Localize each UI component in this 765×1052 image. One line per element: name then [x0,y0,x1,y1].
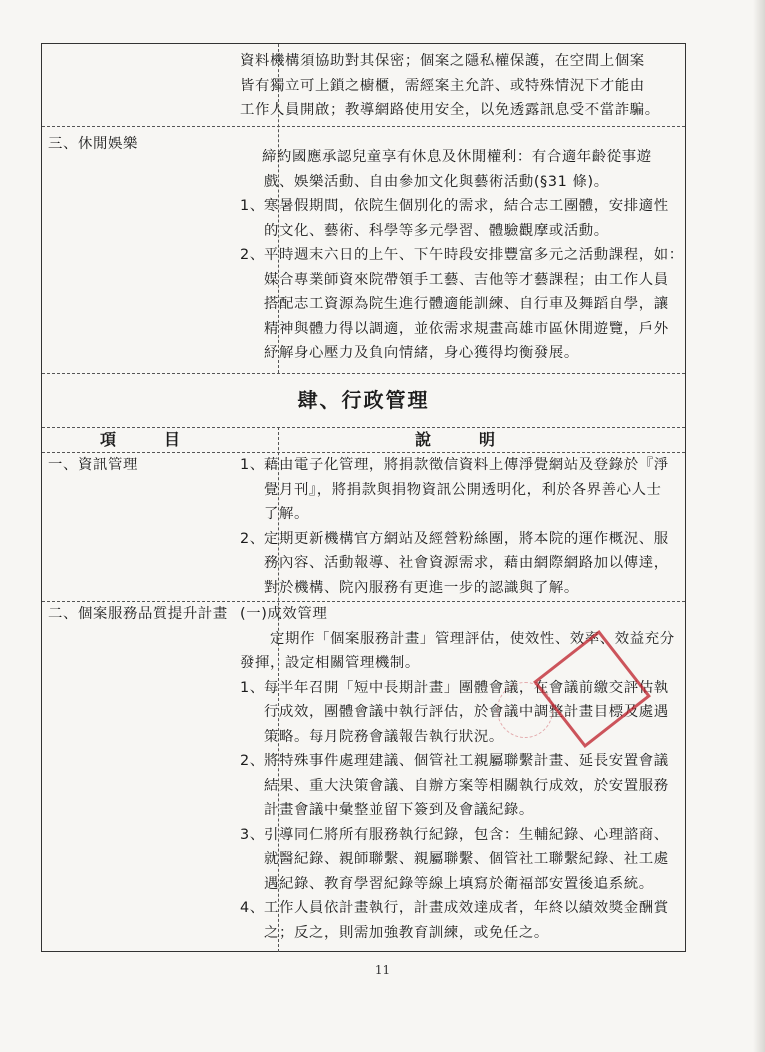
list-number: 3、 [240,826,265,843]
row-label-case-service-quality: 二、個案服務品質提升計畫 [48,606,228,622]
list-number: 2、 [240,753,265,769]
column-header-description: 說 明 [415,430,496,449]
text-line: 工作人員依計畫執行，計畫成效達成者，年終以績效獎金酬賞 [264,900,669,916]
text-line: 寒暑假期間，依院生個別化的需求，結合志工團體，安排適性 [264,198,669,214]
list-number: 4、 [240,900,265,916]
list-item [240,243,684,366]
text-line: 之；反之，則需加強教育訓練，或免任之。 [264,924,549,941]
text-line: 引導同仁將所有服務執行紀錄，包含：生輔紀錄、心理諮商、 [264,826,669,843]
text-line: 精神與體力得以調適，並依需求規畫高雄市區休閒遊覽，戶外 [264,320,669,337]
text-line: 的文化、藝術、科學等多元學習、體驗觀摩或活動。 [264,222,609,239]
row-label-info-management: 一、資訊管理 [48,457,138,473]
sub-heading: (一)成效管理 [240,606,328,622]
text-line: 遇紀錄、教育學習紀錄等線上填寫於衛福部安置後追系統。 [264,875,654,892]
text-line: 發揮，設定相關管理機制。 [240,655,420,671]
text-line: 對於機構、院內服務有更進一步的認識與了解。 [264,579,579,596]
list-number: 2、 [240,530,265,547]
row-divider [42,126,685,127]
text-line: 搭配志工資源為院生進行體適能訓練、自行車及舞蹈自學，讓 [264,296,669,312]
text-line: 結果、重大決策會議、自辦方案等相關執行成效，於安置服務 [264,777,669,794]
row-label-leisure: 三、休閒娛樂 [48,136,138,152]
text-line: 策略。每月院務會議報告執行狀況。 [264,728,504,745]
text-line: 定期作「個案服務計畫」管理評估，使效性、效率、效益充分 [270,630,675,647]
leisure-description [240,145,684,366]
text-line: 工作人員開啟；教導網路使用安全，以免透露訊息受不當詐騙。 [240,102,660,118]
text-line: 將特殊事件處理建議、個管社工親屬聯繫計畫、延長安置會議 [264,753,669,769]
list-number: 1、 [240,198,265,214]
list-number: 2、 [240,247,265,263]
text-line: 就醫紀錄、親師聯繫、親屬聯繫、個管社工聯繫紀錄、社工處 [264,851,669,867]
list-item [240,527,674,601]
text-line: 了解。 [264,506,309,522]
info-management-description [240,453,674,600]
text-line: 資料機構須協助對其保密；個案之隱私權保護，在空間上個案 [240,53,645,69]
text-line: 戲、娛樂活動、自由參加文化與藝術活動(§31 條)。 [264,173,609,190]
text-line: 定期更新機構官方網站及經營粉絲團，將本院的運作概況、服 [264,530,669,547]
column-header-item: 項 目 [100,430,181,449]
text-line: 覺月刊』，將捐款與捐物資訊公開透明化，利於各界善心人士 [264,481,662,498]
text-line: 締約國應承認兒童享有休息及休閒權利：有合適年齡從事遊 [262,149,652,165]
text-line: 行成效，團體會議中執行評估，於會議中調整計畫目標及處遇 [264,704,669,720]
text-line: 皆有獨立可上鎖之櫥櫃，需經案主允許、或特殊情況下才能由 [240,77,645,94]
section-heading: 肆、行政管理 [297,388,430,412]
list-item [240,823,674,897]
page-number: 11 [374,963,391,977]
text-line: 務內容、活動報導、社會資源需求，藉由網際網路加以傳達， [264,555,669,571]
list-number: 1、 [240,679,265,696]
text-line: 每半年召開「短中長期計畫」團體會議，在會議前繳交評估執 [264,679,669,696]
list-item [240,194,674,243]
text-line: 藉由電子化管理，將捐款徵信資料上傳淨覺網站及登錄於『淨 [264,457,669,473]
list-item [240,896,674,945]
list-item [240,749,674,823]
text-line: 計畫會議中彙整並留下簽到及會議紀錄。 [264,802,534,818]
list-number: 1、 [240,457,265,473]
continued-row-text [240,49,674,123]
list-item [240,453,674,527]
scan-edge-shadow [753,0,765,1052]
text-line: 平時週末六日的上午、下午時段安排豐富多元之活動課程，如： [264,247,684,263]
text-line: 媒合專業師資來院帶領手工藝、吉他等才藝課程；由工作人員 [264,271,669,288]
text-line: 紓解身心壓力及負向情緒，身心獲得均衡發展。 [264,345,579,361]
main-table [41,43,686,952]
